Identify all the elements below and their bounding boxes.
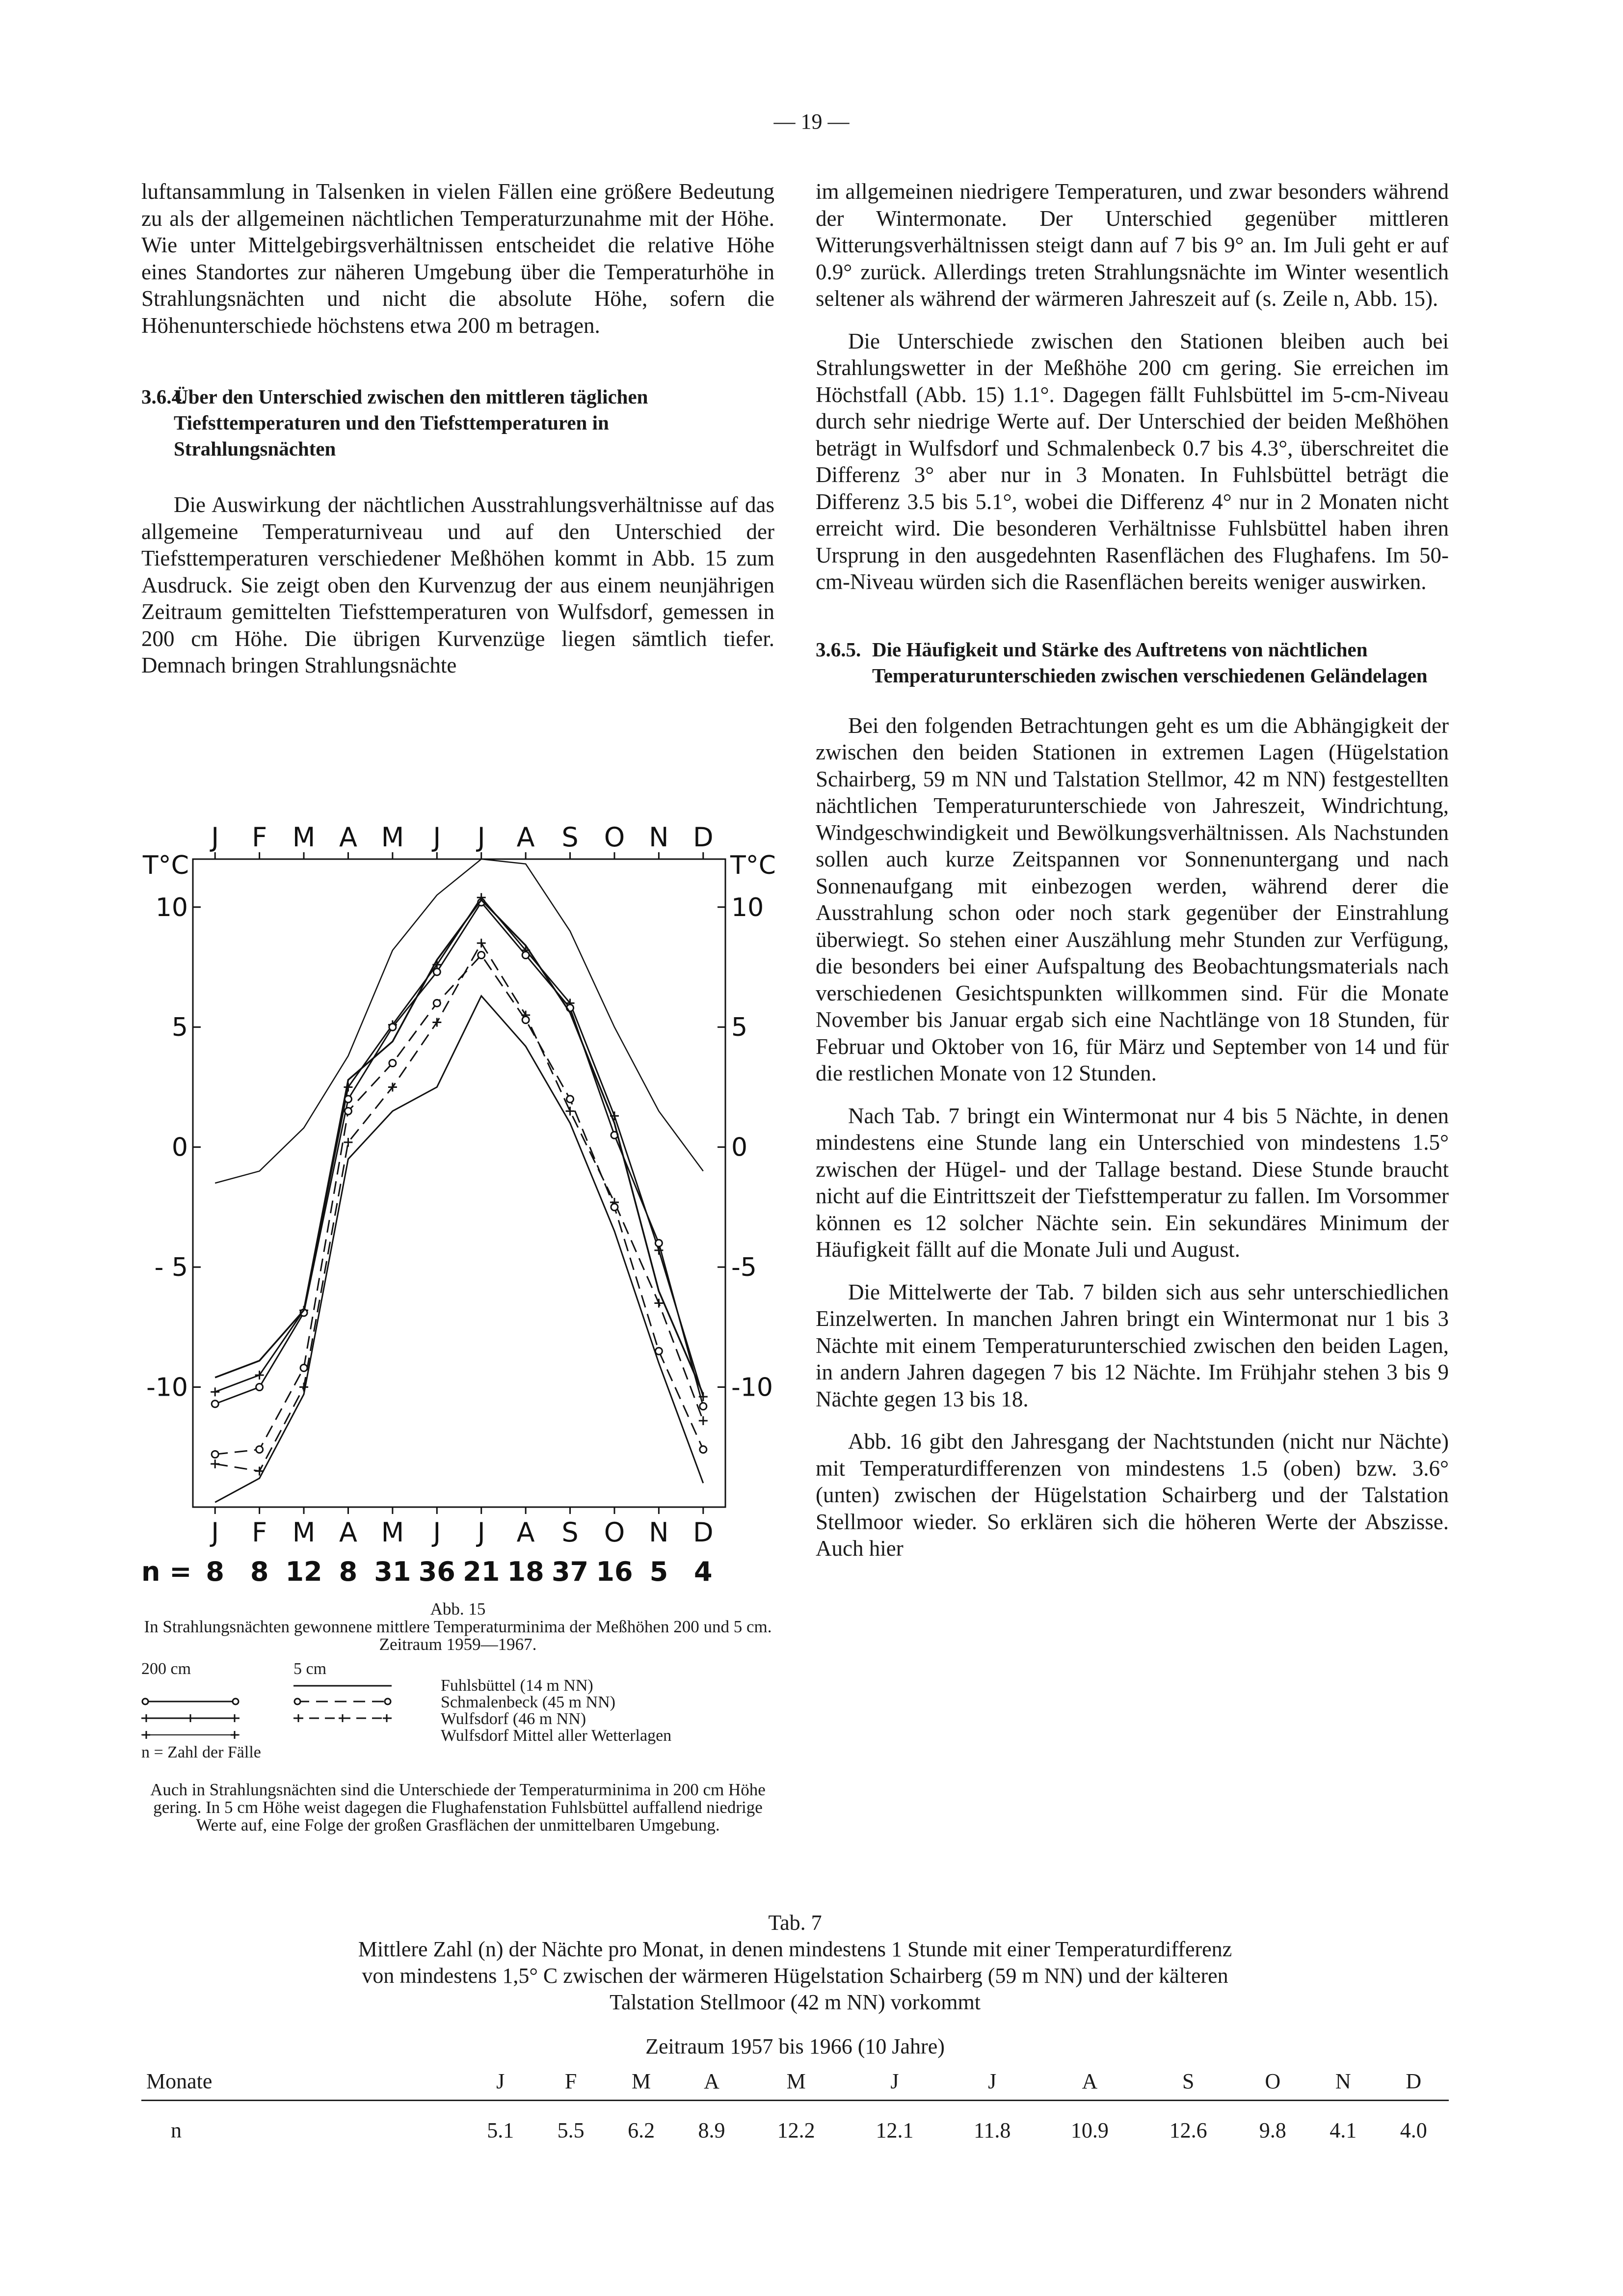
legend-line-solid	[293, 1681, 392, 1691]
table-cell: 4.0	[1400, 2118, 1427, 2142]
right-paragraph-1: im allgemeinen niedrigere Temperaturen, und zwar besonders während der Wintermonate. Der Unterschied gegenüber mittleren Witterungsverhältnissen steigt dann auf 7 bis 9° an. Im Juli geht er auf 0.9° zurück. Allerdings treten Strahlungsnächte im Winter wesentlich seltener als während der wärmeren Jahreszeit auf (s. Zeile n, Abb. 15).	[816, 179, 1449, 311]
table-col-header: A	[704, 2069, 719, 2093]
data-point	[345, 1107, 351, 1114]
table-cell: 12.1	[876, 2118, 914, 2142]
x-tick-label-top: M	[381, 822, 404, 853]
right-paragraph-6: Abb. 16 gibt den Jahresgang der Nachtstunden (nicht nur Nächte) mit Temperaturdifferenzen von mindestens 1.5 (oben) bzw. 3.6° (unten) zwischen der Hügelstation Schairberg und der Talstation Stellmoor wieder. So erklären sich die höheren Werte der Abszisse. Auch hier	[816, 1429, 1449, 1561]
table-title-line-1: Mittlere Zahl (n) der Nächte pro Monat, in denen mindestens 1 Stunde mit einer Temperaturdifferenz	[358, 1937, 1232, 1961]
table-col-header: S	[1182, 2069, 1195, 2093]
section-title: Über den Unterschied zwischen den mittleren täglichen Tiefsttemperaturen und den Tiefsttemperaturen in Strahlungsnächten	[174, 385, 648, 460]
table-col-header: J	[496, 2069, 505, 2093]
x-tick-label-top: M	[292, 822, 316, 853]
y-tick-label-right: 5	[731, 1013, 748, 1043]
series-line	[215, 943, 703, 1471]
y-tick-label-left: 0	[171, 1133, 188, 1162]
legend-line-plus-dashed	[293, 1712, 392, 1724]
table-cell: 4.1	[1330, 2118, 1357, 2142]
x-tick-label-top: O	[604, 822, 625, 853]
x-tick-label-top: A	[516, 822, 535, 853]
table-cell: 12.6	[1169, 2118, 1207, 2142]
n-value-label: 4	[694, 1556, 713, 1587]
x-tick-label-top: A	[339, 822, 357, 853]
table-cell: 10.9	[1070, 2118, 1109, 2142]
legend-item-wulfsdorf-mittel	[141, 1727, 774, 1744]
y-tick-label-left: - 5	[154, 1253, 188, 1283]
x-tick-label-bottom: O	[604, 1517, 625, 1548]
data-point	[700, 1446, 707, 1453]
legend-label: Wulfsdorf (46 m NN)	[441, 1709, 586, 1728]
n-row-label: n =	[141, 1556, 192, 1587]
data-point	[611, 1204, 618, 1211]
legend-n-note	[141, 1744, 774, 1760]
x-tick-label-bottom: M	[381, 1517, 404, 1548]
table-cell: 8.9	[698, 2118, 725, 2142]
data-point	[699, 1416, 708, 1425]
table-cell: 11.8	[973, 2118, 1011, 2142]
temperature-minima-chart	[141, 805, 774, 1600]
table-header-row	[141, 2063, 1449, 2101]
figure-caption-text: In Strahlungsnächten gewonnene mittlere Temperaturminima der Meßhöhen 200 und 5 cm. Zeitraum 1959—1967.	[144, 1617, 772, 1654]
data-point	[655, 1348, 662, 1354]
n-value-label: 36	[418, 1556, 455, 1587]
table-7	[141, 1910, 1449, 2149]
right-paragraph-5: Die Mittelwerte der Tab. 7 bilden sich aus sehr unterschiedlichen Einzelwerten. In manchen Jahren bringt ein Wintermonat nur 1 bis 3 Nächte mit einem Temperaturunterschied zwischen den beiden Lagen, in andern Jahren dagegen 7 bis 12 Nächte. Im Frühjahr stehen 3 bis 9 Nächte gegen 13 bis 18.	[816, 1279, 1449, 1411]
n-value-label: 31	[374, 1556, 411, 1587]
x-tick-label-top: J	[211, 822, 219, 853]
data-point	[700, 1403, 707, 1410]
series-line	[215, 859, 703, 1183]
table-row	[141, 2101, 1449, 2149]
data-point	[567, 1096, 574, 1103]
data-point	[299, 1383, 308, 1392]
x-tick-label-bottom: N	[649, 1517, 669, 1548]
legend-item-wulfsdorf	[141, 1710, 774, 1727]
right-paragraph-2: Die Unterschiede zwischen den Stationen bleiben auch bei Strahlungswetter in der Meßhöhe 200 cm gering. Sie erreichen im Höchstfall (Abb. 15) 1.1°. Dagegen fällt Fuhlsbüttel im 5-cm-Niveau durch sehr niedrige Werte auf. Der Unterschied der beiden Meßhöhen beträgt in Wulfsdorf und Schmalenbeck 0.7 bis 4.3°, überschreitet die Differenz 3° aber nur in 3 Monaten. In Fuhlsbüttel beträgt die Differenz 3.5 bis 5.1°, wobei die Differenz 4° nur in 2 Monaten nicht erreicht wird. Die besonderen Verhältnisse Fuhlsbüttel haben ihren Ursprung in den ausgedehnten Rasenflächen des Flughafens. Im 50-cm-Niveau würden sich die Rasenflächen bereits weniger auswirken.	[816, 328, 1449, 594]
legend-line-plus-solid	[141, 1712, 239, 1724]
series-line	[215, 897, 703, 1397]
data-point	[212, 1451, 218, 1458]
y-tick-label-right: 10	[731, 892, 764, 922]
table-cell: 9.8	[1259, 2118, 1286, 2142]
y-tick-label-left: -10	[146, 1373, 188, 1403]
left-column	[141, 178, 774, 679]
x-tick-label-bottom: J	[211, 1517, 219, 1548]
n-value-label: 8	[339, 1556, 358, 1587]
plot-frame	[193, 859, 725, 1507]
n-value-label: 5	[649, 1556, 668, 1587]
x-tick-label-top: J	[433, 822, 441, 853]
data-point	[212, 1401, 218, 1407]
table-cell: 5.5	[557, 2118, 585, 2142]
table-col-header: J	[890, 2069, 899, 2093]
left-paragraph-1: luftansammlung in Talsenken in vielen Fällen eine größere Bedeutung zu als der allgemeinen nächtlichen Temperaturzunahme mit der Höhe. Wie unter Mittelgebirgsverhältnissen entscheidet die relative Höhe eines Standortes zur näheren Umgebung über die Temperaturhöhe in Strahlungsnächten und nicht die absolute Höhe, sofern die Höhenunterschiede höchstens etwa 200 m betragen.	[141, 179, 774, 338]
left-paragraph-2: Die Auswirkung der nächtlichen Ausstrahlungsverhältnisse auf das allgemeine Temperaturniveau und auf den Unterschied der Tiefsttemperaturen verschiedener Meßhöhen kommt in Abb. 15 zum Ausdruck. Sie zeigt oben den Kurvenzug der aus einem neunjährigen Zeitraum gemittelten Tiefsttemperaturen von Wulfsdorf, gemessen in 200 cm Höhe. Die übrigen Kurvenzüge liegen sämtlich tiefer. Demnach bringen Strahlungsnächte	[141, 492, 774, 677]
n-note: n = Zahl der Fälle	[141, 1743, 261, 1761]
x-tick-label-bottom: F	[252, 1517, 267, 1548]
right-column	[816, 178, 1449, 1562]
legend-line-circle-dashed	[293, 1696, 392, 1707]
table-col-header: J	[988, 2069, 997, 2093]
x-tick-label-bottom: A	[516, 1517, 535, 1548]
data-point	[300, 1364, 307, 1371]
n-value-label: 18	[507, 1556, 544, 1587]
table-row-header: Monate	[146, 2069, 213, 2093]
data-point	[566, 1107, 575, 1115]
y-tick-label-left: 5	[171, 1013, 188, 1043]
table-title-line-2: von mindestens 1,5° C zwischen der wärmeren Hügelstation Schairberg (59 m NN) und der kälteren	[362, 1964, 1228, 1988]
x-tick-label-bottom: J	[433, 1517, 441, 1548]
right-paragraph-3: Bei den folgenden Betrachtungen geht es um die Abhängigkeit der zwischen den beiden Stationen in extremen Lagen (Hügelstation Schairberg, 59 m NN und Talstation Stellmor, 42 m NN) festgestellten nächtlichen Temperaturunterschiede von Jahreszeit, Windrichtung, Windgeschwindigkeit und Bewölkungsverhältnissen. Als Nachstunden sollen auch kurze Zeitspannen vor Sonnenuntergang und nach Sonnenaufgang mit einbezogen werden, während derer die Ausstrahlung schon oder noch stark gegenüber der Einstrahlung überwiegt. So stehen einer Auszählung mehr Stunden zur Verfügung, die besonders bei einer Aufspaltung des Beobachtungsmaterials nach verschiedenen Gesichtspunkten willkommen sind. Für die Monate November bis Januar ergab sich eine Nachtlänge von 18 Stunden, für Februar und Oktober von 16, für März und September von 14 und für die restlichen Monate von 12 Stunden.	[816, 713, 1449, 1085]
y-axis-label-right: T°C	[730, 851, 774, 880]
data-point	[389, 1060, 396, 1067]
table-col-header: O	[1265, 2069, 1281, 2093]
x-tick-label-bottom: S	[561, 1517, 579, 1548]
y-axis-label-left: T°C	[142, 851, 189, 880]
section-number: 3.6.5.	[816, 638, 861, 661]
series-line	[215, 955, 703, 1455]
y-tick-label-right: 0	[731, 1133, 748, 1162]
section-title: Die Häufigkeit und Stärke des Auftretens von nächtlichen Temperaturunterschieden zwischen verschiedenen Geländelagen	[872, 638, 1428, 687]
legend-header	[141, 1660, 774, 1677]
legend-label: Fuhlsbüttel (14 m NN)	[441, 1676, 593, 1695]
x-tick-label-top: J	[477, 822, 485, 853]
figure-caption	[141, 1600, 774, 1653]
table-col-header: F	[564, 2069, 577, 2093]
right-paragraph-4: Nach Tab. 7 bringt ein Wintermonat nur 4 bis 5 Nächte, in denen mindestens eine Stunde lang ein Unterschied von mindestens 1.5° zwischen der Hügel- und der Tallage bestand. Diese Stunde braucht nicht auf die Eintrittszeit der Tiefsttemperatur zu fallen. Im Vorsommer können es 12 solcher Nächte sein. Ein sekundäres Minimum der Häufigkeit fällt auf die Monate Juli und August.	[816, 1103, 1449, 1262]
table-cell: 5.1	[487, 2118, 514, 2142]
data-point	[477, 939, 486, 947]
legend-header-200cm: 200 cm	[141, 1659, 191, 1678]
page-number: — 19 —	[773, 109, 850, 134]
section-heading-3-6-5	[816, 637, 1449, 689]
x-tick-label-top: D	[692, 822, 714, 853]
data-point	[211, 1387, 219, 1396]
section-heading-3-6-4	[141, 384, 774, 462]
n-value-label: 8	[250, 1556, 269, 1587]
data-point	[522, 952, 529, 959]
table-col-header: M	[786, 2069, 806, 2093]
table-row-label: n	[171, 2118, 182, 2142]
legend-item-fuhlsbuettel	[141, 1677, 774, 1694]
y-tick-label-left: 10	[155, 892, 188, 922]
legend-item-schmalenbeck	[141, 1694, 774, 1710]
n-value-label: 21	[463, 1556, 500, 1587]
data-point	[432, 1018, 441, 1026]
figure-note: Auch in Strahlungsnächten sind die Unterschiede der Temperaturminima in 200 cm Höhe gering. In 5 cm Höhe weist dagegen die Flughafenstation Fuhlsbüttel auffallend niedrige Werte auf, eine Folge der großen Grasflächen der unmittelbaren Umgebung.	[150, 1780, 766, 1835]
n-value-label: 16	[596, 1556, 633, 1587]
data-point	[478, 952, 485, 959]
data-point	[211, 1459, 219, 1468]
section-number: 3.6.4.	[141, 385, 187, 408]
data-point	[522, 1017, 529, 1024]
table-label: Tab. 7	[768, 1911, 822, 1935]
x-tick-label-top: S	[561, 822, 579, 853]
table-title-line-3: Talstation Stellmoor (42 m NN) vorkommt	[610, 1990, 981, 2014]
x-tick-label-bottom: D	[692, 1517, 714, 1548]
series-line	[215, 996, 703, 1503]
figure-label: Abb. 15	[430, 1599, 486, 1619]
table-col-header: M	[632, 2069, 651, 2093]
x-tick-label-bottom: J	[477, 1517, 485, 1548]
n-value-label: 8	[206, 1556, 224, 1587]
n-value-label: 37	[551, 1556, 589, 1587]
data-point	[389, 1024, 396, 1030]
table-cell: 6.2	[628, 2118, 655, 2142]
data-point	[433, 999, 440, 1006]
table-col-header: D	[1406, 2069, 1422, 2093]
data-point	[256, 1384, 263, 1391]
legend-line-plus-thin	[141, 1729, 239, 1741]
series-line	[215, 900, 703, 1394]
n-value-label: 12	[285, 1556, 322, 1587]
data-point	[256, 1446, 263, 1453]
series-line	[215, 902, 703, 1406]
legend-line-circle-solid	[141, 1696, 239, 1707]
x-tick-label-bottom: A	[339, 1517, 357, 1548]
figure-legend	[141, 1660, 774, 1760]
x-tick-label-top: N	[649, 822, 669, 853]
legend-label: Wulfsdorf Mittel aller Wetterlagen	[441, 1726, 672, 1745]
table-subtitle: Zeitraum 1957 bis 1966 (10 Jahre)	[645, 2034, 945, 2058]
table-col-header: N	[1335, 2069, 1351, 2093]
legend-label: Schmalenbeck (45 m NN)	[441, 1693, 615, 1711]
table-col-header: A	[1082, 2069, 1098, 2093]
x-tick-label-top: F	[252, 822, 267, 853]
data-point	[655, 1240, 662, 1246]
y-tick-label-right: -10	[731, 1373, 773, 1403]
table-cell: 12.2	[777, 2118, 815, 2142]
x-tick-label-bottom: M	[292, 1517, 316, 1548]
data-point	[255, 1371, 264, 1379]
data-point	[433, 969, 440, 975]
legend-header-5cm: 5 cm	[293, 1659, 327, 1678]
table-grid	[141, 2063, 1449, 2149]
y-tick-label-right: -5	[731, 1253, 757, 1283]
